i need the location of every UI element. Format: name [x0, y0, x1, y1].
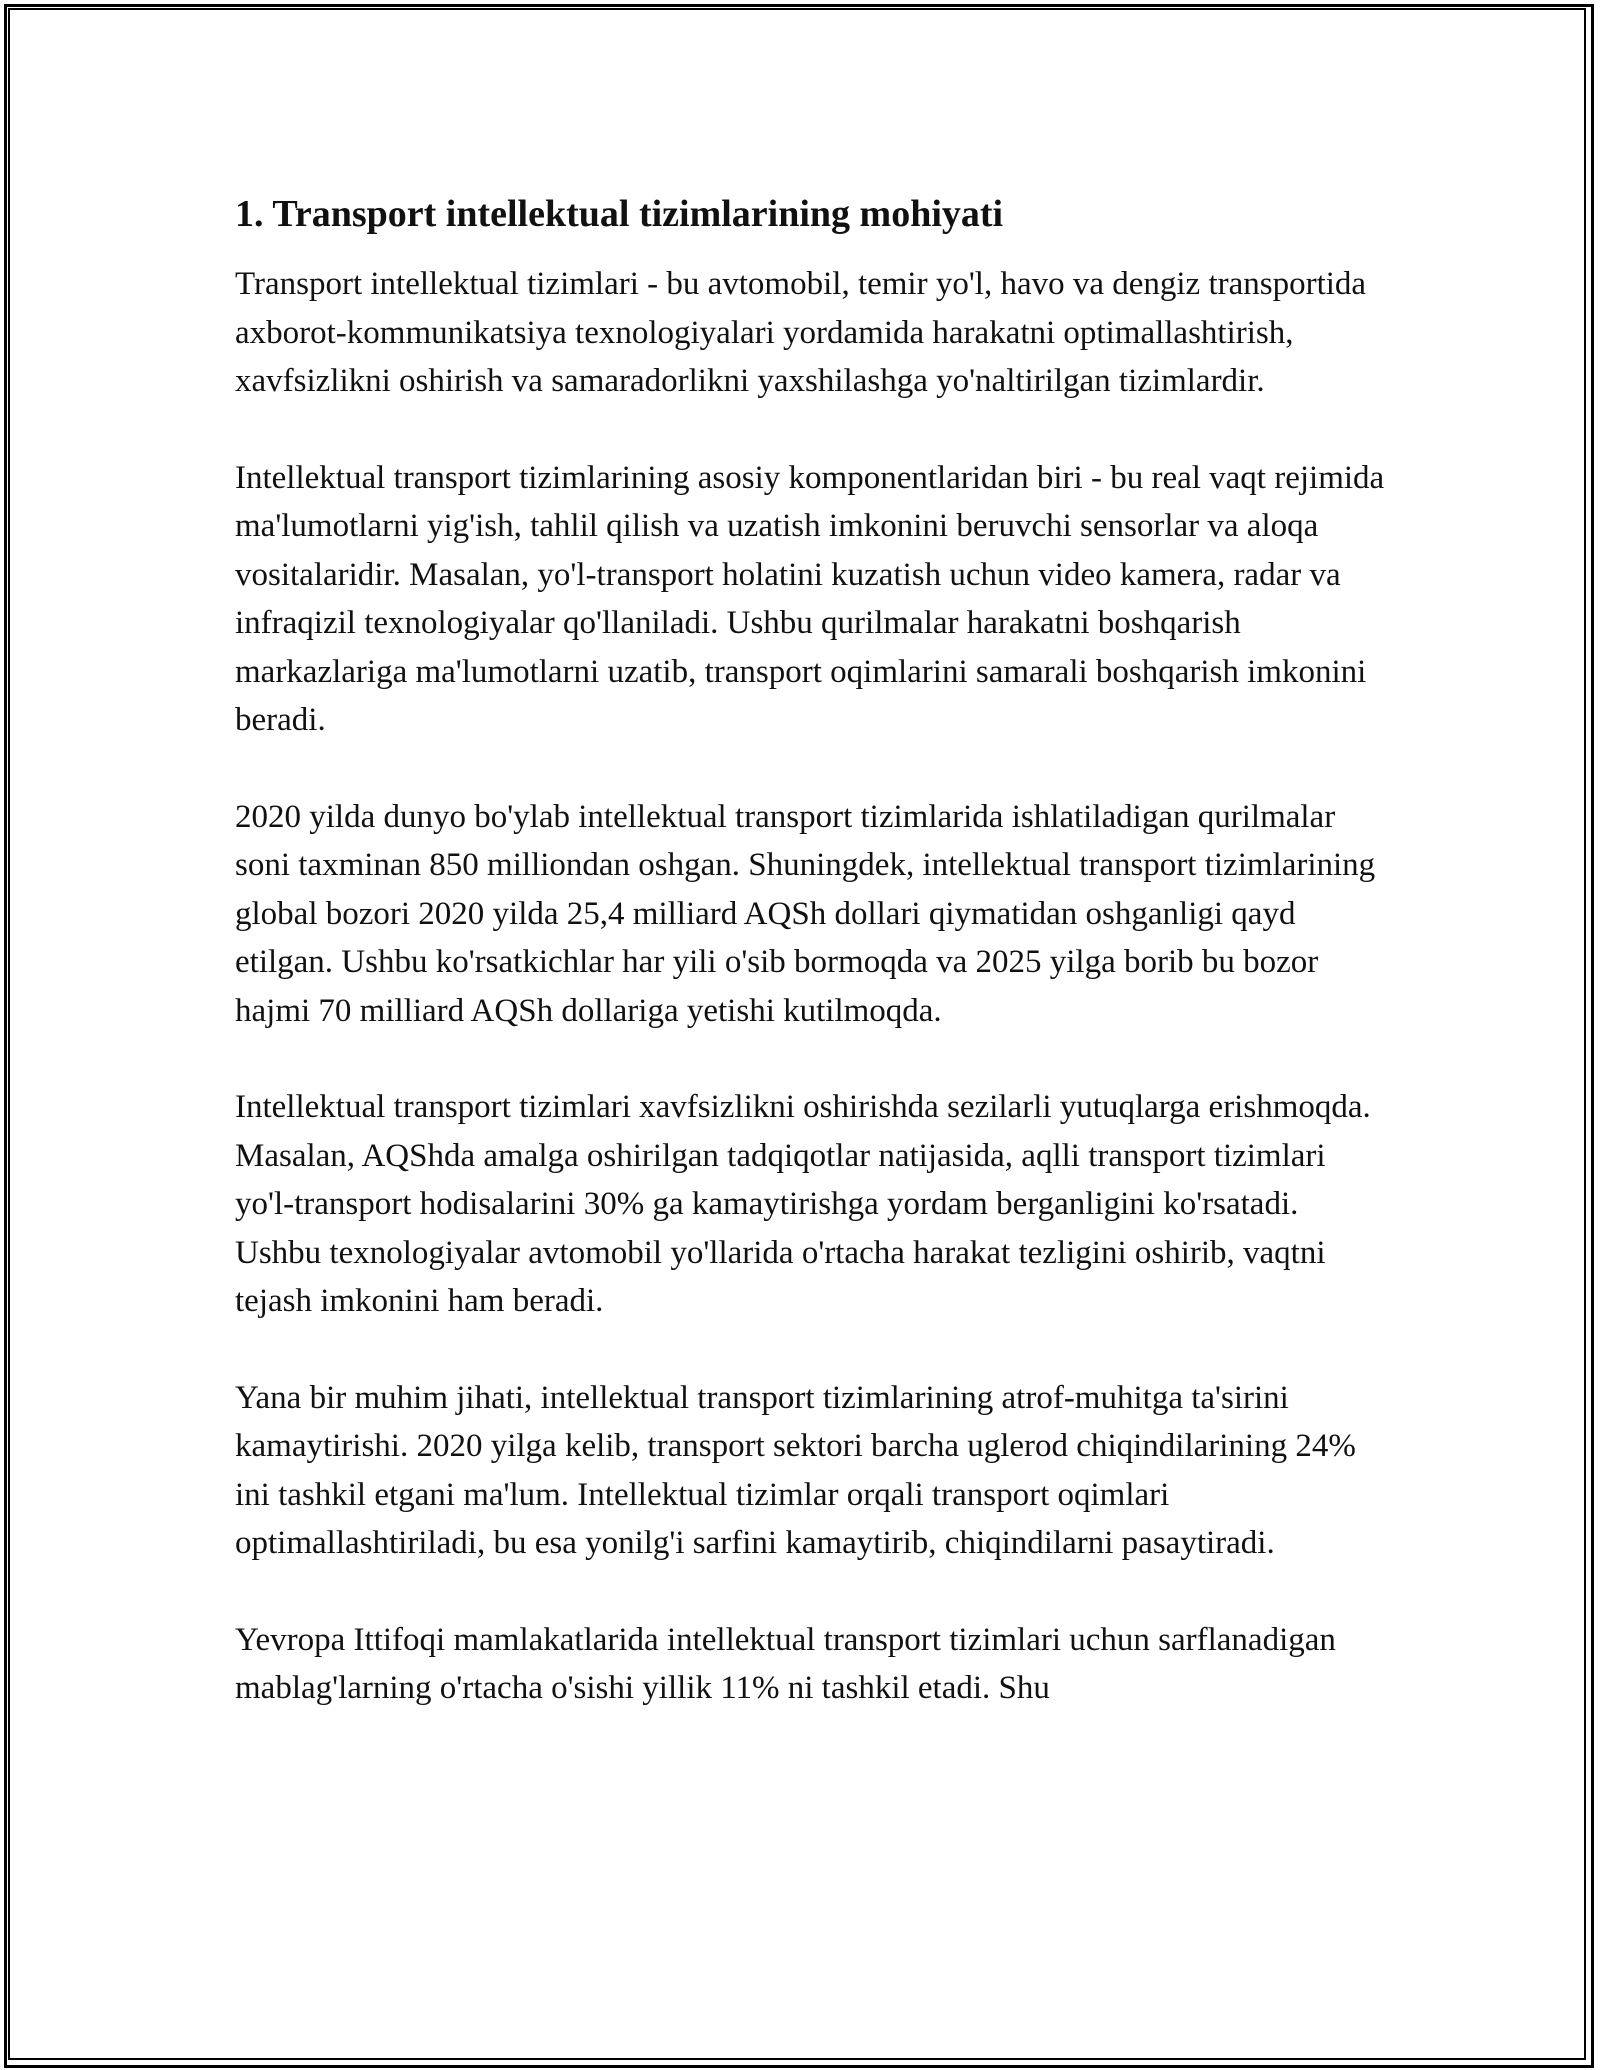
- paragraph-1: Transport intellektual tizimlari - bu avtomobil, temir yo'l, havo va dengiz transportida axborot-kommunikatsiya texnologiyalari yordamida harakatni optimallashtirish, xavfsizlikni oshirish va samaradorlikni yaxshilashga yo'naltirilgan tizimlardir.: [235, 266, 1367, 399]
- paragraph-4: Intellektual transport tizimlari xavfsizlikni oshirishda sezilarli yutuqlarga erishmoqda. Masalan, AQShda amalga oshirilgan tadqiqotlar natijasida, aqlli transport tizimlari yo'l-transport hodisalarini 30% ga kamaytirishga yordam berganligini ko'rsatadi. Ushbu texnologiyalar avtomobil yo'llarida o'rtacha harakat tezligini oshirib, vaqtni tejash imkonini ham beradi.: [235, 1089, 1371, 1319]
- paragraph-5: Yana bir muhim jihati, intellektual transport tizimlarining atrof-muhitga ta'sirini kamaytirishi. 2020 yilga kelib, transport sektori barcha uglerod chiqindilarining 24% ini tashkil etgani ma'lum. Intellektual tizimlar orqali transport oqimlari optimallashtiriladi, bu esa yonilg'i sarfini kamaytirib, chiqindilarni pasaytiradi.: [235, 1379, 1356, 1561]
- document-body: [235, 188, 1385, 1761]
- paragraph-2: Intellektual transport tizimlarining asosiy komponentlaridan biri - bu real vaqt rejimida ma'lumotlarni yig'ish, tahlil qilish va uzatish imkonini beruvchi sensorlar va aloqa vositalaridir. Masalan, yo'l-transport holatini kuzatish uchun video kamera, radar va infraqizil texnologiyalar qo'llaniladi. Ushbu qurilmalar harakatni boshqarish markazlariga ma'lumotlarni uzatib, transport oqimlarini samarali boshqarish imkonini beradi.: [235, 459, 1385, 738]
- section-heading: 1. Transport intellektual tizimlarining mohiyati: [235, 193, 1004, 235]
- paragraph-6: Yevropa Ittifoqi mamlakatlarida intellektual transport tizimlari uchun sarflanadigan mablag'larning o'rtacha o'sishi yillik 11% ni tashkil etadi. Shu: [235, 1621, 1336, 1706]
- paragraph-3: 2020 yilda dunyo bo'ylab intellektual transport tizimlarida ishlatiladigan qurilmalar soni taxminan 850 milliondan oshgan. Shuningdek, intellektual transport tizimlarining global bozori 2020 yilda 25,4 milliard AQSh dollari qiymatidan oshganligi qayd etilgan. Ushbu ko'rsatkichlar har yili o'sib bormoqda va 2025 yilga borib bu bozor hajmi 70 milliard AQSh dollariga yetishi kutilmoqda.: [235, 798, 1376, 1029]
